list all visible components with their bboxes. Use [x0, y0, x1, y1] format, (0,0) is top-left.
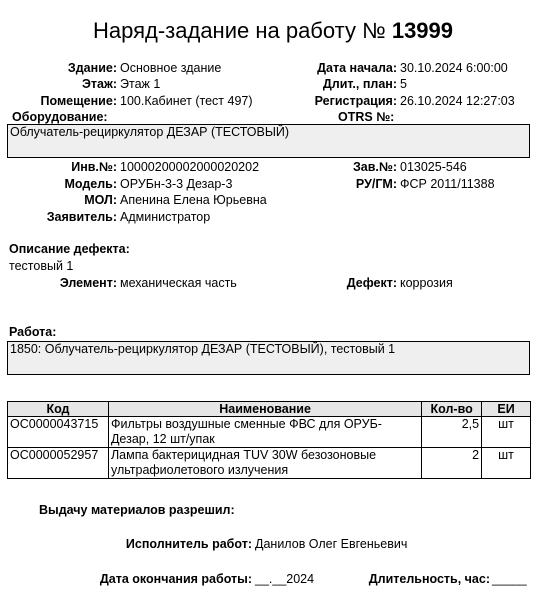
- defect-description-label: Описание дефекта:: [9, 242, 130, 256]
- executor-value: Данилов Олег Евгеньевич: [255, 537, 408, 551]
- length-label: Длительность, час:: [368, 572, 490, 586]
- table-header-row: [8, 402, 531, 417]
- cell-qty: 2,5: [422, 417, 482, 448]
- materials-issue-label: Выдачу материалов разрешил:: [39, 503, 235, 517]
- length-value: _____: [492, 572, 527, 586]
- registration-label: Регистрация:: [314, 94, 397, 108]
- room-label: Помещение:: [40, 94, 117, 108]
- otrs-label: OTRS №:: [338, 110, 395, 124]
- executor-label: Исполнитель работ:: [125, 537, 252, 551]
- end-date-label: Дата окончания работы:: [99, 572, 252, 586]
- col-header-unit: ЕИ: [482, 402, 531, 417]
- cell-qty: 2: [422, 448, 482, 479]
- page-title: [0, 18, 546, 44]
- duration-value: 5: [400, 77, 407, 91]
- cell-unit: шт: [482, 448, 531, 479]
- building-value: Основное здание: [120, 61, 222, 75]
- end-date-value: __.__2024: [255, 572, 315, 586]
- floor-label: Этаж:: [82, 77, 117, 91]
- mol-label: МОЛ:: [84, 193, 117, 207]
- cell-code: ОС0000043715: [8, 417, 109, 448]
- cell-name: Лампа бактерицидная TUV 30W безозоновые ультрафиолетового излучения: [108, 448, 421, 479]
- duration-label: Длит., план:: [322, 77, 397, 91]
- cell-code: ОС0000052957: [8, 448, 109, 479]
- order-number: 13999: [391, 18, 454, 43]
- ru-label: РУ/ГМ:: [355, 177, 397, 191]
- applicant-label: Заявитель:: [46, 210, 117, 224]
- start-label: Дата начала:: [317, 61, 397, 75]
- model-value: ОРУБн-3-3 Дезар-3: [120, 177, 233, 191]
- defect-label: Дефект:: [346, 276, 397, 290]
- element-value: механическая часть: [120, 276, 237, 290]
- serial-label: Зав.№:: [352, 160, 397, 174]
- registration-value: 26.10.2024 12:27:03: [400, 94, 515, 108]
- start-value: 30.10.2024 6:00:00: [400, 61, 508, 75]
- materials-table: [7, 401, 531, 479]
- defect-description: тестовый 1: [9, 259, 74, 273]
- title-prefix: Наряд-задание на работу №: [92, 18, 386, 43]
- col-header-name: Наименование: [108, 402, 421, 417]
- room-value: 100.Кабинет (тест 497): [120, 94, 253, 108]
- inv-value: 10000200002000020202: [120, 160, 260, 174]
- building-label: Здание:: [67, 61, 117, 75]
- table-row: [8, 448, 531, 479]
- equipment-label: Оборудование:: [12, 110, 108, 124]
- cell-name: Фильтры воздушные сменные ФВС для ОРУБ-Дезар, 12 шт/упак: [108, 417, 421, 448]
- inv-label: Инв.№:: [71, 160, 117, 174]
- work-value: 1850: Облучатель-рециркулятор ДЕЗАР (ТЕСТОВЫЙ), тестовый 1: [10, 342, 396, 356]
- col-header-qty: Кол-во: [422, 402, 482, 417]
- col-header-code: Код: [8, 402, 109, 417]
- defect-value: коррозия: [400, 276, 453, 290]
- floor-value: Этаж 1: [120, 77, 161, 91]
- cell-unit: шт: [482, 417, 531, 448]
- mol-value: Апенина Елена Юрьевна: [120, 193, 267, 207]
- model-label: Модель:: [64, 177, 117, 191]
- equipment-box: [7, 124, 530, 158]
- work-box: [7, 341, 530, 375]
- work-label: Работа:: [9, 325, 57, 339]
- serial-value: 013025-546: [400, 160, 467, 174]
- applicant-value: Администратор: [120, 210, 211, 224]
- ru-value: ФСР 2011/11388: [400, 177, 495, 191]
- equipment-value: Облучатель-рециркулятор ДЕЗАР (ТЕСТОВЫЙ): [10, 125, 290, 139]
- table-row: [8, 417, 531, 448]
- element-label: Элемент:: [59, 276, 117, 290]
